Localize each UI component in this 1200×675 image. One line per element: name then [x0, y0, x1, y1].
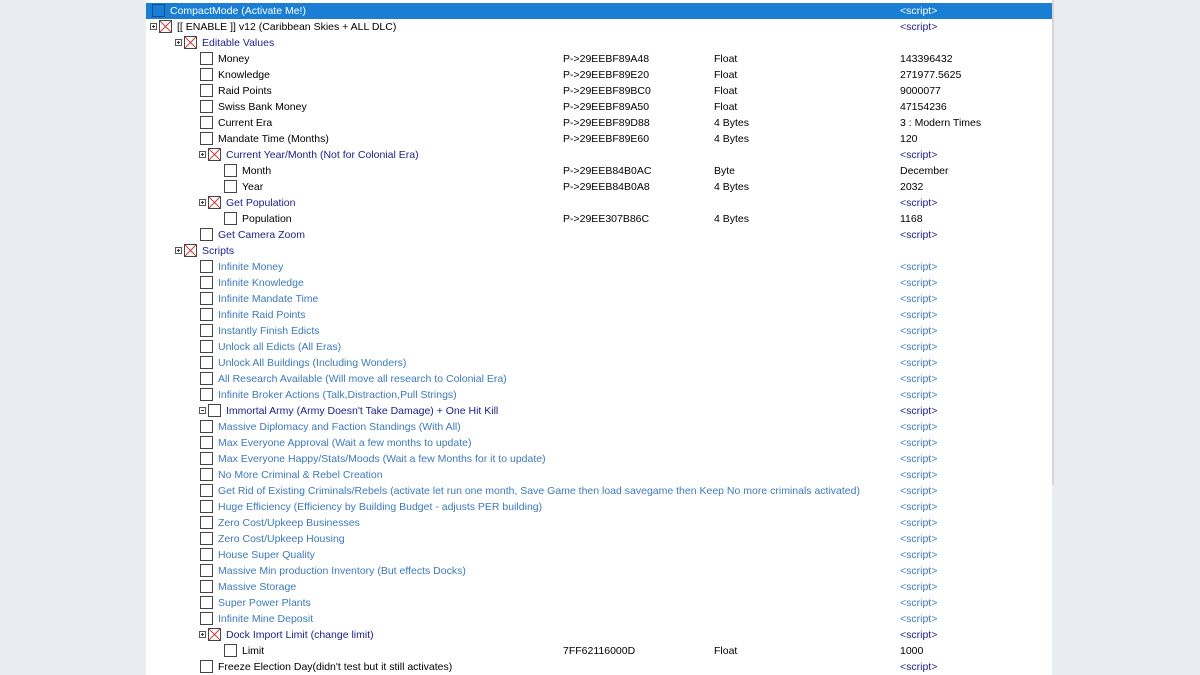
- script-row[interactable]: [146, 195, 1052, 211]
- entry-value[interactable]: <script>: [900, 501, 938, 513]
- active-checkbox[interactable]: [200, 660, 213, 673]
- script-row[interactable]: [146, 243, 1052, 259]
- entry-address: P->29EEBF89BC0: [563, 85, 651, 97]
- script-row[interactable]: [146, 291, 1052, 307]
- entry-value[interactable]: <script>: [900, 357, 938, 369]
- entry-description: Infinite Money: [218, 261, 284, 273]
- entry-description: Population: [242, 213, 292, 225]
- entry-description: Current Year/Month (Not for Colonial Era): [226, 149, 419, 161]
- value-row[interactable]: [146, 163, 1052, 179]
- vertical-scrollbar[interactable]: [1052, 0, 1054, 485]
- script-row[interactable]: [146, 435, 1052, 451]
- entry-description: Editable Values: [202, 37, 275, 49]
- active-checkbox[interactable]: [200, 100, 213, 113]
- entry-description: [[ ENABLE ]] v12 (Caribbean Skies + ALL DLC): [177, 21, 397, 33]
- entry-value[interactable]: 1000: [900, 645, 924, 657]
- entry-value[interactable]: <script>: [900, 629, 938, 641]
- entry-value[interactable]: <script>: [900, 661, 938, 673]
- entry-value[interactable]: <script>: [900, 325, 938, 337]
- entry-description: Zero Cost/Upkeep Businesses: [218, 517, 360, 529]
- entry-value[interactable]: <script>: [900, 373, 938, 385]
- active-checkbox[interactable]: [200, 340, 213, 353]
- entry-description: Max Everyone Approval (Wait a few months to update): [218, 437, 472, 449]
- entry-value[interactable]: <script>: [900, 277, 938, 289]
- value-row[interactable]: [146, 115, 1052, 131]
- script-row[interactable]: [146, 339, 1052, 355]
- entry-value[interactable]: <script>: [900, 613, 938, 625]
- entry-address: P->29EEBF89D88: [563, 117, 650, 129]
- entry-value[interactable]: 3 : Modern Times: [900, 117, 982, 129]
- active-checkbox[interactable]: [200, 468, 213, 481]
- active-checkbox[interactable]: [208, 628, 221, 641]
- active-checkbox[interactable]: [200, 516, 213, 529]
- entry-type: 4 Bytes: [714, 133, 750, 145]
- entry-description: Max Everyone Happy/Stats/Moods (Wait a few Months for it to update): [218, 453, 546, 465]
- active-checkbox[interactable]: [224, 644, 237, 657]
- script-row[interactable]: [146, 323, 1052, 339]
- entry-value[interactable]: 2032: [900, 181, 924, 193]
- entry-value[interactable]: <script>: [900, 309, 938, 321]
- script-row[interactable]: [146, 611, 1052, 627]
- active-checkbox[interactable]: [184, 244, 197, 257]
- entry-description: Limit: [242, 645, 265, 657]
- expand-plus-icon[interactable]: [199, 199, 206, 206]
- entry-address: P->29EEBF89A48: [563, 53, 650, 65]
- entry-type: 4 Bytes: [714, 181, 750, 193]
- active-checkbox[interactable]: [200, 260, 213, 273]
- active-checkbox[interactable]: [200, 228, 213, 241]
- value-row[interactable]: [146, 83, 1052, 99]
- active-checkbox[interactable]: [200, 436, 213, 449]
- entry-value[interactable]: 47154236: [900, 101, 947, 113]
- active-checkbox[interactable]: [200, 500, 213, 513]
- script-row[interactable]: [146, 515, 1052, 531]
- script-row[interactable]: [146, 627, 1052, 643]
- active-checkbox[interactable]: [200, 308, 213, 321]
- expand-plus-icon[interactable]: [199, 631, 206, 638]
- entry-description: Infinite Knowledge: [218, 277, 304, 289]
- active-checkbox[interactable]: [200, 564, 213, 577]
- entry-description: Raid Points: [218, 85, 272, 97]
- script-row[interactable]: [146, 563, 1052, 579]
- entry-description: Get Rid of Existing Criminals/Rebels (activate let run one month, Save Game then load savegame then Keep No more criminals activated): [218, 485, 860, 497]
- entry-description: Unlock All Buildings (Including Wonders): [218, 357, 407, 369]
- entry-type: 4 Bytes: [714, 213, 750, 225]
- script-row[interactable]: [146, 579, 1052, 595]
- entry-value[interactable]: <script>: [900, 453, 938, 465]
- script-row[interactable]: [146, 371, 1052, 387]
- active-checkbox[interactable]: [200, 612, 213, 625]
- script-row[interactable]: [146, 259, 1052, 275]
- active-checkbox[interactable]: [200, 372, 213, 385]
- active-checkbox[interactable]: [159, 20, 172, 33]
- active-checkbox[interactable]: [224, 212, 237, 225]
- entry-value[interactable]: <script>: [900, 405, 938, 417]
- entry-address: 7FF62116000D: [563, 645, 636, 657]
- active-checkbox[interactable]: [200, 596, 213, 609]
- script-row[interactable]: [146, 307, 1052, 323]
- entry-type: 4 Bytes: [714, 117, 750, 129]
- entry-description: Money: [218, 53, 250, 65]
- entry-description: Get Population: [226, 197, 296, 209]
- active-checkbox[interactable]: [184, 36, 197, 49]
- entry-description: Immortal Army (Army Doesn't Take Damage) + One Hit Kill: [226, 405, 499, 417]
- entry-value[interactable]: <script>: [900, 437, 938, 449]
- entry-description: Instantly Finish Edicts: [218, 325, 320, 337]
- entry-value[interactable]: <script>: [900, 261, 938, 273]
- entry-description: Knowledge: [218, 69, 270, 81]
- active-checkbox[interactable]: [200, 52, 213, 65]
- script-row[interactable]: [146, 547, 1052, 563]
- entry-type: Float: [714, 101, 738, 113]
- entry-value[interactable]: 9000077: [900, 85, 941, 97]
- script-row[interactable]: [146, 227, 1052, 243]
- active-checkbox[interactable]: [200, 116, 213, 129]
- entry-address: P->29EEBF89A50: [563, 101, 650, 113]
- active-checkbox[interactable]: [200, 548, 213, 561]
- script-row[interactable]: [146, 387, 1052, 403]
- script-row[interactable]: [146, 483, 1052, 499]
- active-checkbox[interactable]: [208, 404, 221, 417]
- script-row[interactable]: [146, 19, 1052, 35]
- entry-description: Current Era: [218, 117, 273, 129]
- entry-description: Massive Min production Inventory (But effects Docks): [218, 565, 466, 577]
- script-row[interactable]: [146, 659, 1052, 675]
- entry-value[interactable]: 120: [900, 133, 918, 145]
- active-checkbox[interactable]: [200, 132, 213, 145]
- entry-value[interactable]: <script>: [900, 565, 938, 577]
- active-checkbox[interactable]: [200, 452, 213, 465]
- active-checkbox[interactable]: [200, 388, 213, 401]
- script-row[interactable]: [146, 355, 1052, 371]
- active-checkbox[interactable]: [200, 532, 213, 545]
- entry-type: Byte: [714, 165, 736, 177]
- cheat-table-list[interactable]: [146, 0, 1052, 675]
- entry-description: Massive Storage: [218, 581, 297, 593]
- script-row[interactable]: [146, 531, 1052, 547]
- value-row[interactable]: [146, 51, 1052, 67]
- entry-value[interactable]: <script>: [900, 5, 938, 17]
- entry-address: P->29EEBF89E60: [563, 133, 650, 145]
- value-row[interactable]: [146, 211, 1052, 227]
- script-row[interactable]: [146, 3, 1052, 19]
- entry-value[interactable]: <script>: [900, 293, 938, 305]
- entry-description: Freeze Election Day(didn't test but it still activates): [218, 661, 453, 673]
- active-checkbox[interactable]: [208, 148, 221, 161]
- entry-description: Year: [242, 181, 264, 193]
- expand-plus-icon[interactable]: [175, 39, 182, 46]
- entry-description: Infinite Mandate Time: [218, 293, 319, 305]
- entry-value[interactable]: <script>: [900, 549, 938, 561]
- entry-value[interactable]: <script>: [900, 389, 938, 401]
- entry-value[interactable]: <script>: [900, 517, 938, 529]
- script-row[interactable]: [146, 403, 1052, 419]
- script-row[interactable]: [146, 595, 1052, 611]
- script-row[interactable]: [146, 499, 1052, 515]
- entry-description: No More Criminal & Rebel Creation: [218, 469, 383, 481]
- entry-type: Float: [714, 85, 738, 97]
- entry-address: P->29EEB84B0A8: [563, 181, 650, 193]
- entry-value[interactable]: <script>: [900, 485, 938, 497]
- entry-description: Super Power Plants: [218, 597, 311, 609]
- script-row[interactable]: [146, 467, 1052, 483]
- entry-value[interactable]: <script>: [900, 341, 938, 353]
- entry-value[interactable]: <script>: [900, 229, 938, 241]
- expand-plus-icon[interactable]: [175, 247, 182, 254]
- script-row[interactable]: [146, 275, 1052, 291]
- entry-description: Infinite Mine Deposit: [218, 613, 314, 625]
- entry-value[interactable]: <script>: [900, 197, 938, 209]
- entry-description: Swiss Bank Money: [218, 101, 307, 113]
- value-row[interactable]: [146, 67, 1052, 83]
- entry-value[interactable]: 143396432: [900, 53, 953, 65]
- entry-address: P->29EE307B86C: [563, 213, 650, 225]
- entry-value[interactable]: December: [900, 165, 949, 177]
- active-checkbox[interactable]: [200, 68, 213, 81]
- entry-type: Float: [714, 69, 738, 81]
- value-row[interactable]: [146, 99, 1052, 115]
- expand-plus-icon[interactable]: [199, 151, 206, 158]
- value-row[interactable]: [146, 643, 1052, 659]
- active-checkbox[interactable]: [200, 420, 213, 433]
- entry-value[interactable]: <script>: [900, 533, 938, 545]
- active-checkbox[interactable]: [200, 484, 213, 497]
- entry-description: Infinite Raid Points: [218, 309, 306, 321]
- entry-description: Get Camera Zoom: [218, 229, 305, 241]
- entry-value[interactable]: <script>: [900, 421, 938, 433]
- entry-value[interactable]: 1168: [900, 213, 923, 225]
- entry-value[interactable]: <script>: [900, 597, 938, 609]
- entry-address: P->29EEBF89E20: [563, 69, 650, 81]
- entry-description: Mandate Time (Months): [218, 133, 329, 145]
- expand-plus-icon[interactable]: [150, 23, 157, 30]
- entry-description: Huge Efficiency (Efficiency by Building Budget - adjusts PER building): [218, 501, 543, 513]
- entry-description: Unlock all Edicts (All Eras): [218, 341, 342, 353]
- active-checkbox[interactable]: [208, 196, 221, 209]
- active-checkbox[interactable]: [224, 164, 237, 177]
- script-row[interactable]: [146, 451, 1052, 467]
- entry-type: Float: [714, 645, 738, 657]
- active-checkbox[interactable]: [200, 580, 213, 593]
- entry-description: Massive Diplomacy and Faction Standings (With All): [218, 421, 461, 433]
- active-checkbox[interactable]: [200, 84, 213, 97]
- script-row[interactable]: [146, 35, 1052, 51]
- entry-value[interactable]: <script>: [900, 581, 938, 593]
- entry-description: All Research Available (Will move all research to Colonial Era): [218, 373, 507, 385]
- script-row[interactable]: [146, 419, 1052, 435]
- active-checkbox[interactable]: [200, 324, 213, 337]
- script-row[interactable]: [146, 147, 1052, 163]
- entry-description: House Super Quality: [218, 549, 315, 561]
- value-row[interactable]: [146, 131, 1052, 147]
- active-checkbox[interactable]: [152, 4, 165, 17]
- value-row[interactable]: [146, 179, 1052, 195]
- entry-value[interactable]: <script>: [900, 21, 938, 33]
- active-checkbox[interactable]: [200, 276, 213, 289]
- active-checkbox[interactable]: [200, 356, 213, 369]
- entry-value[interactable]: <script>: [900, 149, 938, 161]
- entry-description: CompactMode (Activate Me!): [170, 5, 306, 17]
- entry-description: Dock Import Limit (change limit): [226, 629, 374, 641]
- entry-address: P->29EEB84B0AC: [563, 165, 652, 177]
- active-checkbox[interactable]: [224, 180, 237, 193]
- collapse-minus-icon[interactable]: [199, 407, 206, 414]
- entry-value[interactable]: <script>: [900, 469, 938, 481]
- entry-description: Zero Cost/Upkeep Housing: [218, 533, 345, 545]
- entry-type: Float: [714, 53, 738, 65]
- entry-description: Scripts: [202, 245, 235, 257]
- entry-description: Infinite Broker Actions (Talk,Distraction,Pull Strings): [218, 389, 457, 401]
- entry-description: Month: [242, 165, 272, 177]
- active-checkbox[interactable]: [200, 292, 213, 305]
- entry-value[interactable]: 271977.5625: [900, 69, 962, 81]
